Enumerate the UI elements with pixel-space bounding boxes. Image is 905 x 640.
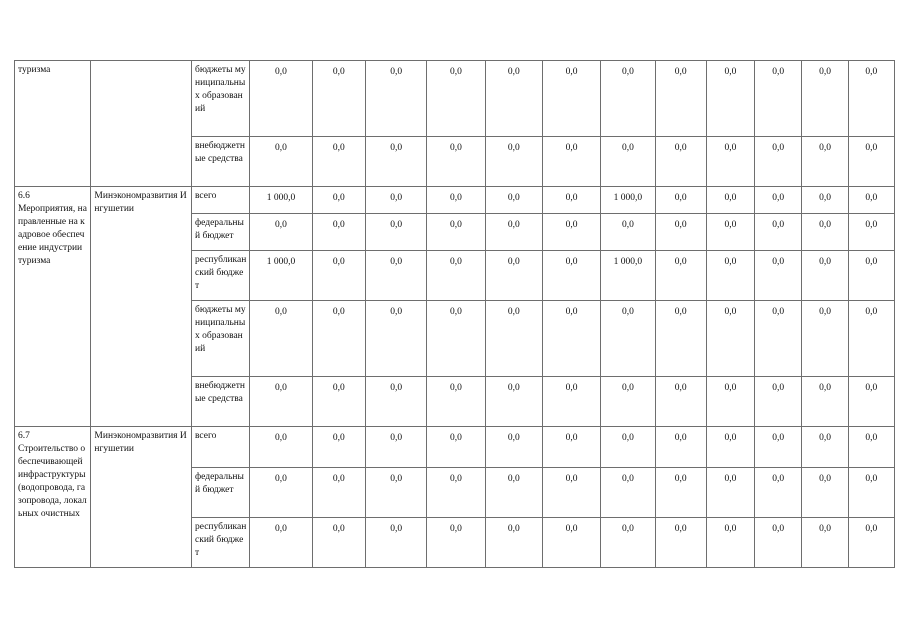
value-cell: 0,0 xyxy=(365,137,426,187)
value-cell: 0,0 xyxy=(655,427,706,468)
value-cell: 1 000,0 xyxy=(601,187,655,214)
value-cell: 0,0 xyxy=(848,301,894,377)
value-cell: 0,0 xyxy=(542,187,600,214)
value-cell: 0,0 xyxy=(802,518,848,568)
value-cell: 0,0 xyxy=(755,214,802,251)
value-cell: 0,0 xyxy=(427,61,485,137)
value-cell: 0,0 xyxy=(655,61,706,137)
value-cell: 0,0 xyxy=(542,427,600,468)
value-cell: 0,0 xyxy=(365,301,426,377)
value-cell: 0,0 xyxy=(250,137,312,187)
funding-source-cell: республиканский бюджет xyxy=(191,518,249,568)
value-cell: 0,0 xyxy=(485,468,542,518)
value-cell: 0,0 xyxy=(542,518,600,568)
value-cell: 0,0 xyxy=(485,427,542,468)
value-cell: 0,0 xyxy=(485,137,542,187)
table-row xyxy=(15,187,895,214)
funding-source-cell: внебюджетные средства xyxy=(191,137,249,187)
value-cell: 0,0 xyxy=(427,187,485,214)
value-cell: 0,0 xyxy=(848,251,894,301)
value-cell: 0,0 xyxy=(755,187,802,214)
value-cell: 0,0 xyxy=(250,214,312,251)
value-cell: 1 000,0 xyxy=(250,251,312,301)
value-cell: 0,0 xyxy=(655,251,706,301)
value-cell: 0,0 xyxy=(542,137,600,187)
value-cell: 0,0 xyxy=(365,518,426,568)
value-cell: 0,0 xyxy=(542,301,600,377)
value-cell: 0,0 xyxy=(655,137,706,187)
funding-source-cell: внебюджетные средства xyxy=(191,377,249,427)
value-cell: 0,0 xyxy=(848,377,894,427)
value-cell: 1 000,0 xyxy=(250,187,312,214)
value-cell: 0,0 xyxy=(755,251,802,301)
measure-title: туризма xyxy=(18,65,51,75)
value-cell: 0,0 xyxy=(312,137,365,187)
value-cell: 0,0 xyxy=(655,214,706,251)
funding-source-cell: всего xyxy=(191,187,249,214)
value-cell: 0,0 xyxy=(802,61,848,137)
value-cell: 0,0 xyxy=(755,518,802,568)
value-cell: 0,0 xyxy=(427,518,485,568)
value-cell: 0,0 xyxy=(706,187,754,214)
value-cell: 0,0 xyxy=(365,214,426,251)
value-cell: 0,0 xyxy=(848,137,894,187)
value-cell: 0,0 xyxy=(706,427,754,468)
value-cell: 0,0 xyxy=(542,377,600,427)
value-cell: 0,0 xyxy=(427,137,485,187)
executor-cell xyxy=(91,187,192,427)
value-cell: 0,0 xyxy=(706,137,754,187)
value-cell: 0,0 xyxy=(427,468,485,518)
value-cell: 0,0 xyxy=(706,301,754,377)
funding-source-cell: федеральный бюджет xyxy=(191,214,249,251)
value-cell: 0,0 xyxy=(485,61,542,137)
value-cell: 0,0 xyxy=(848,61,894,137)
measure-cell xyxy=(15,187,91,427)
value-cell: 0,0 xyxy=(312,468,365,518)
value-cell: 0,0 xyxy=(655,468,706,518)
value-cell: 0,0 xyxy=(312,61,365,137)
executor-cell xyxy=(91,61,192,187)
funding-source-cell: федеральный бюджет xyxy=(191,468,249,518)
value-cell: 0,0 xyxy=(427,251,485,301)
value-cell: 0,0 xyxy=(485,187,542,214)
measure-title: Строительство обеспечивающей инфраструктуры (водопровода, газопровода, локальных очистных xyxy=(18,444,87,519)
value-cell: 0,0 xyxy=(655,301,706,377)
value-cell: 0,0 xyxy=(755,301,802,377)
value-cell: 1 000,0 xyxy=(601,251,655,301)
value-cell: 0,0 xyxy=(706,251,754,301)
value-cell: 0,0 xyxy=(848,518,894,568)
measure-cell xyxy=(15,61,91,187)
value-cell: 0,0 xyxy=(706,518,754,568)
budget-table xyxy=(14,60,895,568)
table-row xyxy=(15,61,895,137)
value-cell: 0,0 xyxy=(365,187,426,214)
value-cell: 0,0 xyxy=(542,468,600,518)
value-cell: 0,0 xyxy=(601,518,655,568)
value-cell: 0,0 xyxy=(802,251,848,301)
value-cell: 0,0 xyxy=(802,427,848,468)
value-cell: 0,0 xyxy=(365,377,426,427)
value-cell: 0,0 xyxy=(485,251,542,301)
executor-cell xyxy=(91,427,192,568)
value-cell: 0,0 xyxy=(365,427,426,468)
value-cell: 0,0 xyxy=(802,377,848,427)
value-cell: 0,0 xyxy=(706,61,754,137)
value-cell: 0,0 xyxy=(802,214,848,251)
value-cell: 0,0 xyxy=(542,214,600,251)
value-cell: 0,0 xyxy=(601,137,655,187)
value-cell: 0,0 xyxy=(250,61,312,137)
value-cell: 0,0 xyxy=(542,61,600,137)
value-cell: 0,0 xyxy=(601,61,655,137)
value-cell: 0,0 xyxy=(848,214,894,251)
value-cell: 0,0 xyxy=(601,214,655,251)
value-cell: 0,0 xyxy=(802,468,848,518)
value-cell: 0,0 xyxy=(427,301,485,377)
value-cell: 0,0 xyxy=(655,187,706,214)
value-cell: 0,0 xyxy=(601,468,655,518)
value-cell: 0,0 xyxy=(312,377,365,427)
value-cell: 0,0 xyxy=(250,427,312,468)
value-cell: 0,0 xyxy=(706,468,754,518)
value-cell: 0,0 xyxy=(655,377,706,427)
value-cell: 0,0 xyxy=(250,518,312,568)
value-cell: 0,0 xyxy=(601,301,655,377)
value-cell: 0,0 xyxy=(601,427,655,468)
funding-source-cell: республиканский бюджет xyxy=(191,251,249,301)
value-cell: 0,0 xyxy=(312,251,365,301)
value-cell: 0,0 xyxy=(755,61,802,137)
value-cell: 0,0 xyxy=(848,187,894,214)
value-cell: 0,0 xyxy=(848,468,894,518)
value-cell: 0,0 xyxy=(427,214,485,251)
value-cell: 0,0 xyxy=(655,518,706,568)
value-cell: 0,0 xyxy=(601,377,655,427)
value-cell: 0,0 xyxy=(427,427,485,468)
value-cell: 0,0 xyxy=(312,187,365,214)
value-cell: 0,0 xyxy=(542,251,600,301)
executor-name: Минэкономразвития Ингушетии xyxy=(94,191,187,214)
value-cell: 0,0 xyxy=(365,468,426,518)
value-cell: 0,0 xyxy=(250,468,312,518)
value-cell: 0,0 xyxy=(312,301,365,377)
executor-name: Минэкономразвития Ингушетии xyxy=(94,431,187,454)
value-cell: 0,0 xyxy=(706,377,754,427)
value-cell: 0,0 xyxy=(485,518,542,568)
value-cell: 0,0 xyxy=(802,187,848,214)
value-cell: 0,0 xyxy=(485,301,542,377)
value-cell: 0,0 xyxy=(312,214,365,251)
value-cell: 0,0 xyxy=(755,377,802,427)
value-cell: 0,0 xyxy=(802,137,848,187)
value-cell: 0,0 xyxy=(250,301,312,377)
value-cell: 0,0 xyxy=(755,137,802,187)
measure-number: 6.6 xyxy=(18,191,30,201)
value-cell: 0,0 xyxy=(250,377,312,427)
measure-number: 6.7 xyxy=(18,431,30,441)
value-cell: 0,0 xyxy=(485,377,542,427)
funding-source-cell: бюджеты муниципальных образований xyxy=(191,61,249,137)
value-cell: 0,0 xyxy=(848,427,894,468)
value-cell: 0,0 xyxy=(706,214,754,251)
value-cell: 0,0 xyxy=(427,377,485,427)
funding-source-cell: всего xyxy=(191,427,249,468)
value-cell: 0,0 xyxy=(755,427,802,468)
funding-source-cell: бюджеты муниципальных образований xyxy=(191,301,249,377)
table-row xyxy=(15,427,895,468)
value-cell: 0,0 xyxy=(755,468,802,518)
measure-cell xyxy=(15,427,91,568)
value-cell: 0,0 xyxy=(802,301,848,377)
measure-title: Мероприятия, направленные на кадровое обеспечение индустрии туризма xyxy=(18,204,87,266)
value-cell: 0,0 xyxy=(312,427,365,468)
value-cell: 0,0 xyxy=(312,518,365,568)
value-cell: 0,0 xyxy=(365,251,426,301)
value-cell: 0,0 xyxy=(485,214,542,251)
value-cell: 0,0 xyxy=(365,61,426,137)
